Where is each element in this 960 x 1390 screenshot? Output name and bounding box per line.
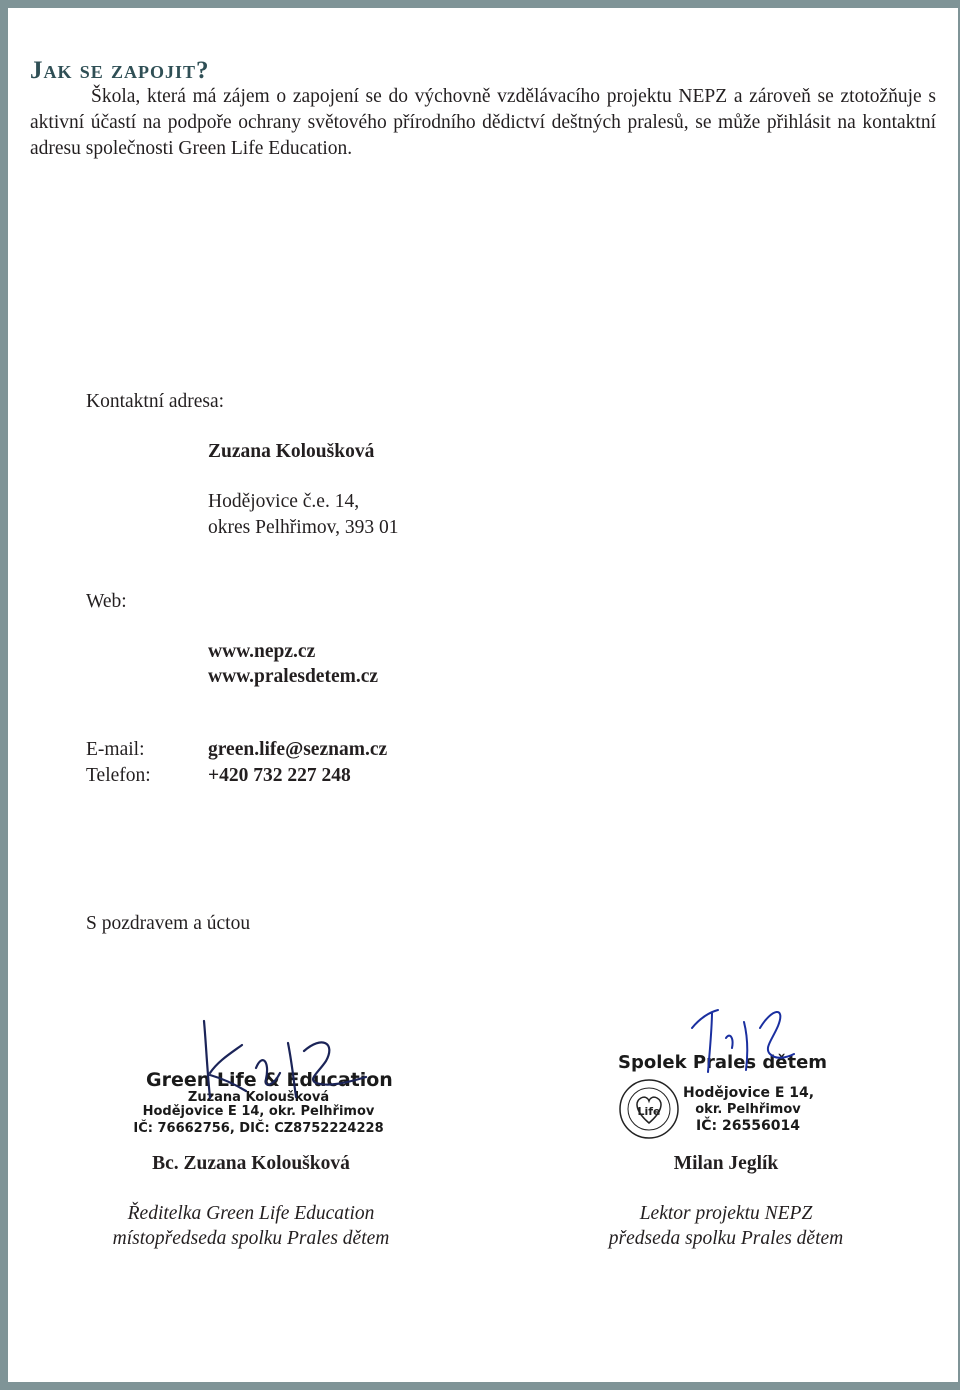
- contact-label: Kontaktní adresa:: [86, 391, 225, 412]
- phone-number[interactable]: +420 732 227 248: [208, 765, 351, 786]
- prales-seal-icon: [618, 1078, 680, 1140]
- left-signer-role2: místopředseda spolku Prales dětem: [112, 1228, 390, 1249]
- section-heading: Jak se zapojit?: [30, 57, 210, 84]
- email-link[interactable]: green.life@seznam.cz: [208, 739, 388, 760]
- contact-address-line2: okres Pelhřimov, 393 01: [208, 517, 399, 538]
- document-page: [8, 8, 958, 1382]
- intro-paragraph: [30, 84, 936, 162]
- right-stamp-address2: okr. Pelhřimov: [695, 1102, 801, 1117]
- right-signer-name: Milan Jeglík: [673, 1153, 779, 1174]
- left-stamp-title: Green Life & Education: [146, 1069, 393, 1091]
- contact-name: Zuzana Koloušková: [208, 441, 375, 462]
- closing-text: S pozdravem a úctou: [86, 913, 251, 934]
- right-signer-role1: Lektor projektu NEPZ: [639, 1203, 813, 1224]
- right-stamp-title: Spolek Prales dětem: [618, 1052, 828, 1073]
- right-stamp-address1: Hodějovice E 14,: [683, 1085, 815, 1101]
- contact-address-line1: Hodějovice č.e. 14,: [208, 491, 360, 512]
- right-signer-role2: předseda spolku Prales dětem: [608, 1228, 844, 1249]
- left-signer-role1: Ředitelka Green Life Education: [127, 1203, 375, 1224]
- web-label: Web:: [86, 591, 127, 612]
- right-signature-image: [686, 998, 801, 1078]
- left-signature-image: [176, 1013, 376, 1108]
- intro-text: Škola, která má zájem o zapojení se do výchovně vzdělávacího projektu NEPZ a zároveň se ztotožňuje s aktivní účastí na podpoře ochrany světového přírodního dědictví deštných pralesů, se může přihlásit na kontaktní adresu společnosti Green Life Education.: [30, 86, 936, 159]
- web-link-pralesdetem[interactable]: www.pralesdetem.cz: [208, 666, 379, 687]
- email-label: E-mail:: [86, 739, 145, 760]
- right-stamp-id: IČ: 26556014: [696, 1118, 800, 1134]
- phone-label: Telefon:: [86, 765, 151, 786]
- left-stamp-ids: IČ: 76662756, DIČ: CZ8752224228: [133, 1121, 384, 1136]
- web-link-nepz[interactable]: www.nepz.cz: [208, 641, 316, 662]
- seal-text: Life: [637, 1105, 661, 1118]
- left-stamp-address: Hodějovice E 14, okr. Pelhřimov: [142, 1104, 375, 1119]
- left-stamp-name: Zuzana Koloušková: [187, 1090, 330, 1105]
- left-signer-name: Bc. Zuzana Koloušková: [152, 1153, 350, 1174]
